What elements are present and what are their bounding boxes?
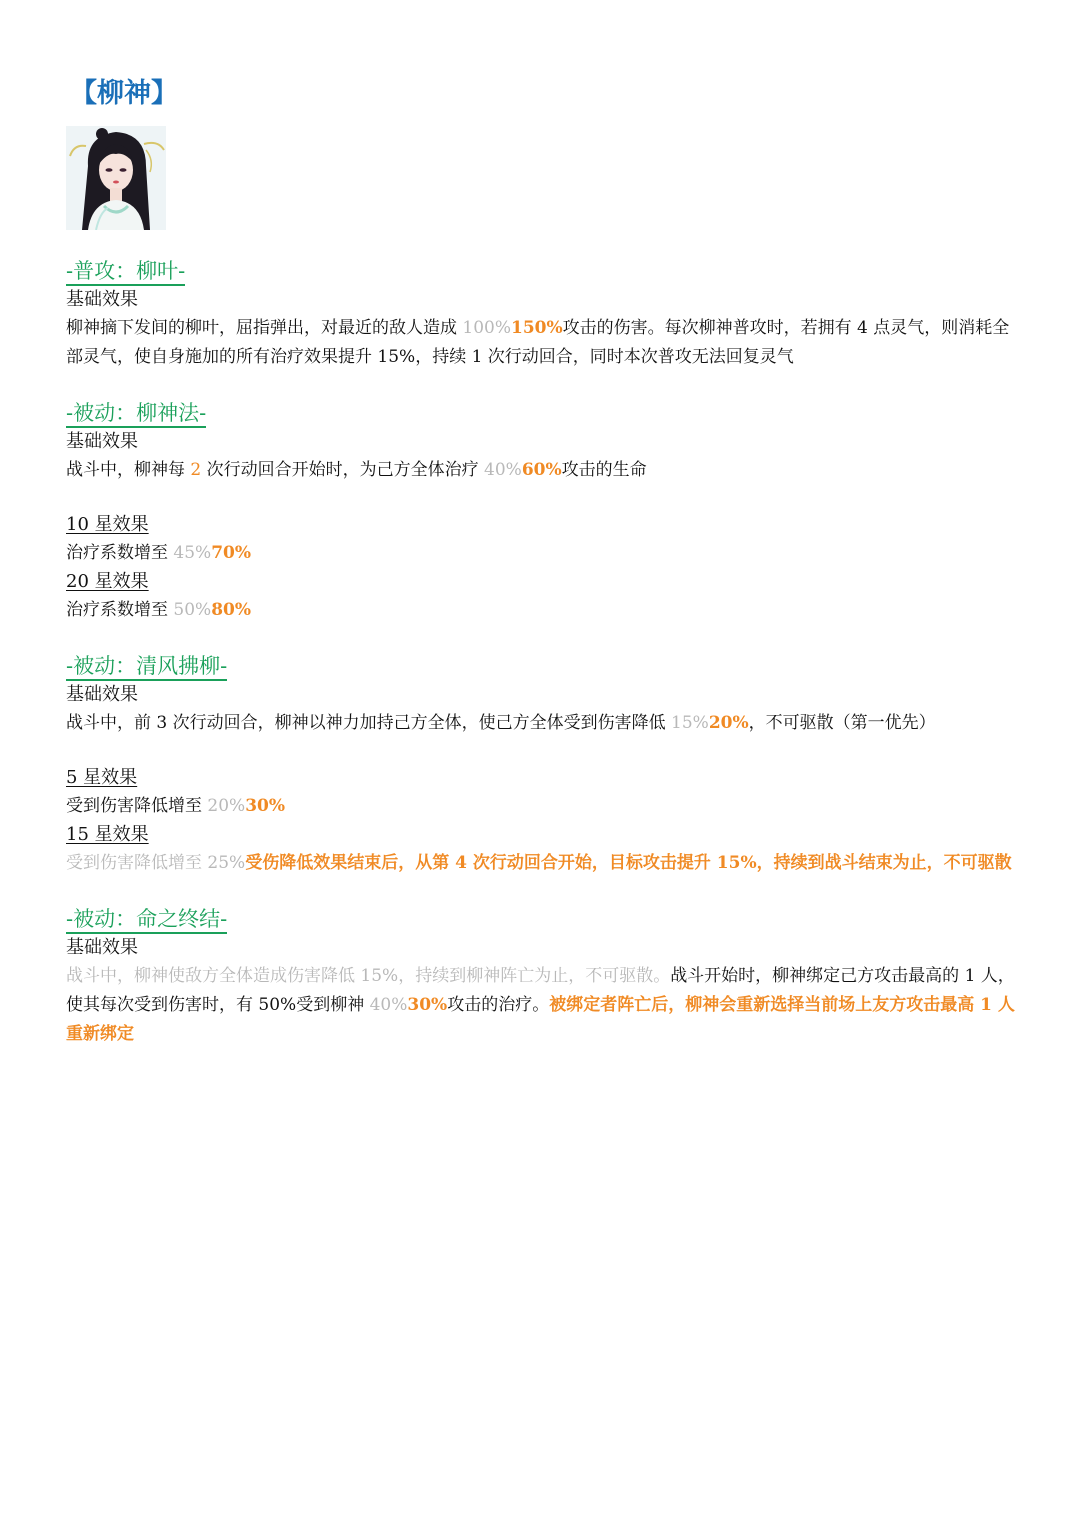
effect-text-part: 受到伤害降低增至 — [66, 796, 208, 816]
star10-effect-text — [66, 539, 1026, 568]
skill-section-passive-mingzhizhongjie — [66, 906, 1026, 1049]
new-value: 30% — [245, 796, 286, 816]
old-value: 受到伤害降低增至 25% — [66, 853, 246, 873]
effect-text-part: 柳神摘下发间的柳叶，屈指弹出，对最近的敌人造成 — [66, 318, 463, 338]
effect-text-part: 治疗系数增至 — [66, 543, 174, 563]
effect-text-part: 攻击的伤害。每次柳神普攻时，若拥有 4 点灵气，则消耗全部灵气，使自身施加的所有治疗效果提升 15%，持续 1 次行动回合，同时本次普攻无法回复灵气 — [66, 318, 1010, 367]
effect-text-part: ，不可驱散（第一优先） — [748, 713, 936, 733]
star15-effect-text — [66, 849, 1026, 878]
old-value: 15% — [671, 713, 709, 733]
effect-text-part: 治疗系数增至 — [66, 600, 174, 620]
star5-effect-text — [66, 792, 1026, 821]
effect-text-part: 战斗中，前 3 次行动回合，柳神以神力加持己方全体，使己方全体受到伤害降低 — [66, 713, 672, 733]
effect-text-part: 战斗开始时，柳神绑定己方攻击最高的 1 人，使其每次受到伤害时，有 50%受到柳神 — [66, 966, 1015, 1015]
skill-title: -被动：清风拂柳- — [66, 653, 227, 681]
old-value: 100% — [462, 318, 512, 338]
hero-portrait — [66, 126, 166, 230]
new-value: 60% — [521, 460, 562, 480]
effect-text-part: 攻击的治疗。 — [447, 995, 550, 1015]
old-value: 45% — [173, 543, 212, 563]
star20-effect-label: 20 星效果 — [66, 571, 149, 592]
new-value: 20% — [708, 713, 749, 733]
effect-text-part: 攻击的生命 — [561, 460, 647, 480]
base-effect-text — [66, 314, 1026, 372]
skill-title: -被动：柳神法- — [66, 400, 206, 428]
base-effect-label: 基础效果 — [66, 431, 138, 452]
base-effect-text — [66, 709, 1026, 738]
base-effect-label: 基础效果 — [66, 289, 138, 310]
new-value: 70% — [211, 543, 252, 563]
star20-effect-text — [66, 596, 1026, 625]
old-value: 40% — [484, 460, 522, 480]
star15-effect-label: 15 星效果 — [66, 824, 149, 845]
effect-text-part: 战斗中，柳神每 — [66, 460, 191, 480]
old-value: 50% — [173, 600, 212, 620]
base-effect-label: 基础效果 — [66, 937, 138, 958]
skill-section-passive-qingfengfuliu — [66, 653, 1026, 878]
new-value: 150% — [511, 318, 563, 338]
skill-title: -普攻：柳叶- — [66, 258, 185, 286]
effect-text-part: 次行动回合开始时，为己方全体治疗 — [201, 460, 485, 480]
skill-section-passive-liushenfa — [66, 400, 1026, 625]
skill-section-normal-attack — [66, 258, 1026, 372]
star5-effect-label: 5 星效果 — [66, 767, 138, 788]
new-value: 80% — [211, 600, 252, 620]
highlight-number: 2 — [190, 460, 202, 480]
document-page — [66, 72, 1026, 1049]
base-effect-text — [66, 456, 1026, 485]
new-value: 受伤降低效果结束后，从第 4 次行动回合开始，目标攻击提升 15%，持续到战斗结束为止，不可驱散 — [245, 853, 1012, 873]
new-value: 30% — [407, 995, 448, 1015]
hero-title: 【柳神】 — [70, 78, 178, 109]
old-value: 战斗中，柳神使敌方全体造成伤害降低 15%，持续到柳神阵亡为止，不可驱散。 — [66, 966, 671, 986]
base-effect-text — [66, 962, 1026, 1049]
old-value: 20% — [207, 796, 246, 816]
star10-effect-label: 10 星效果 — [66, 514, 149, 535]
old-value: 40% — [369, 995, 408, 1015]
base-effect-label: 基础效果 — [66, 684, 138, 705]
new-value: 被绑定者阵亡后，柳神会重新选择当前场上友方攻击最高 1 人重新绑定 — [66, 995, 1015, 1044]
skill-title: -被动：命之终结- — [66, 906, 227, 934]
